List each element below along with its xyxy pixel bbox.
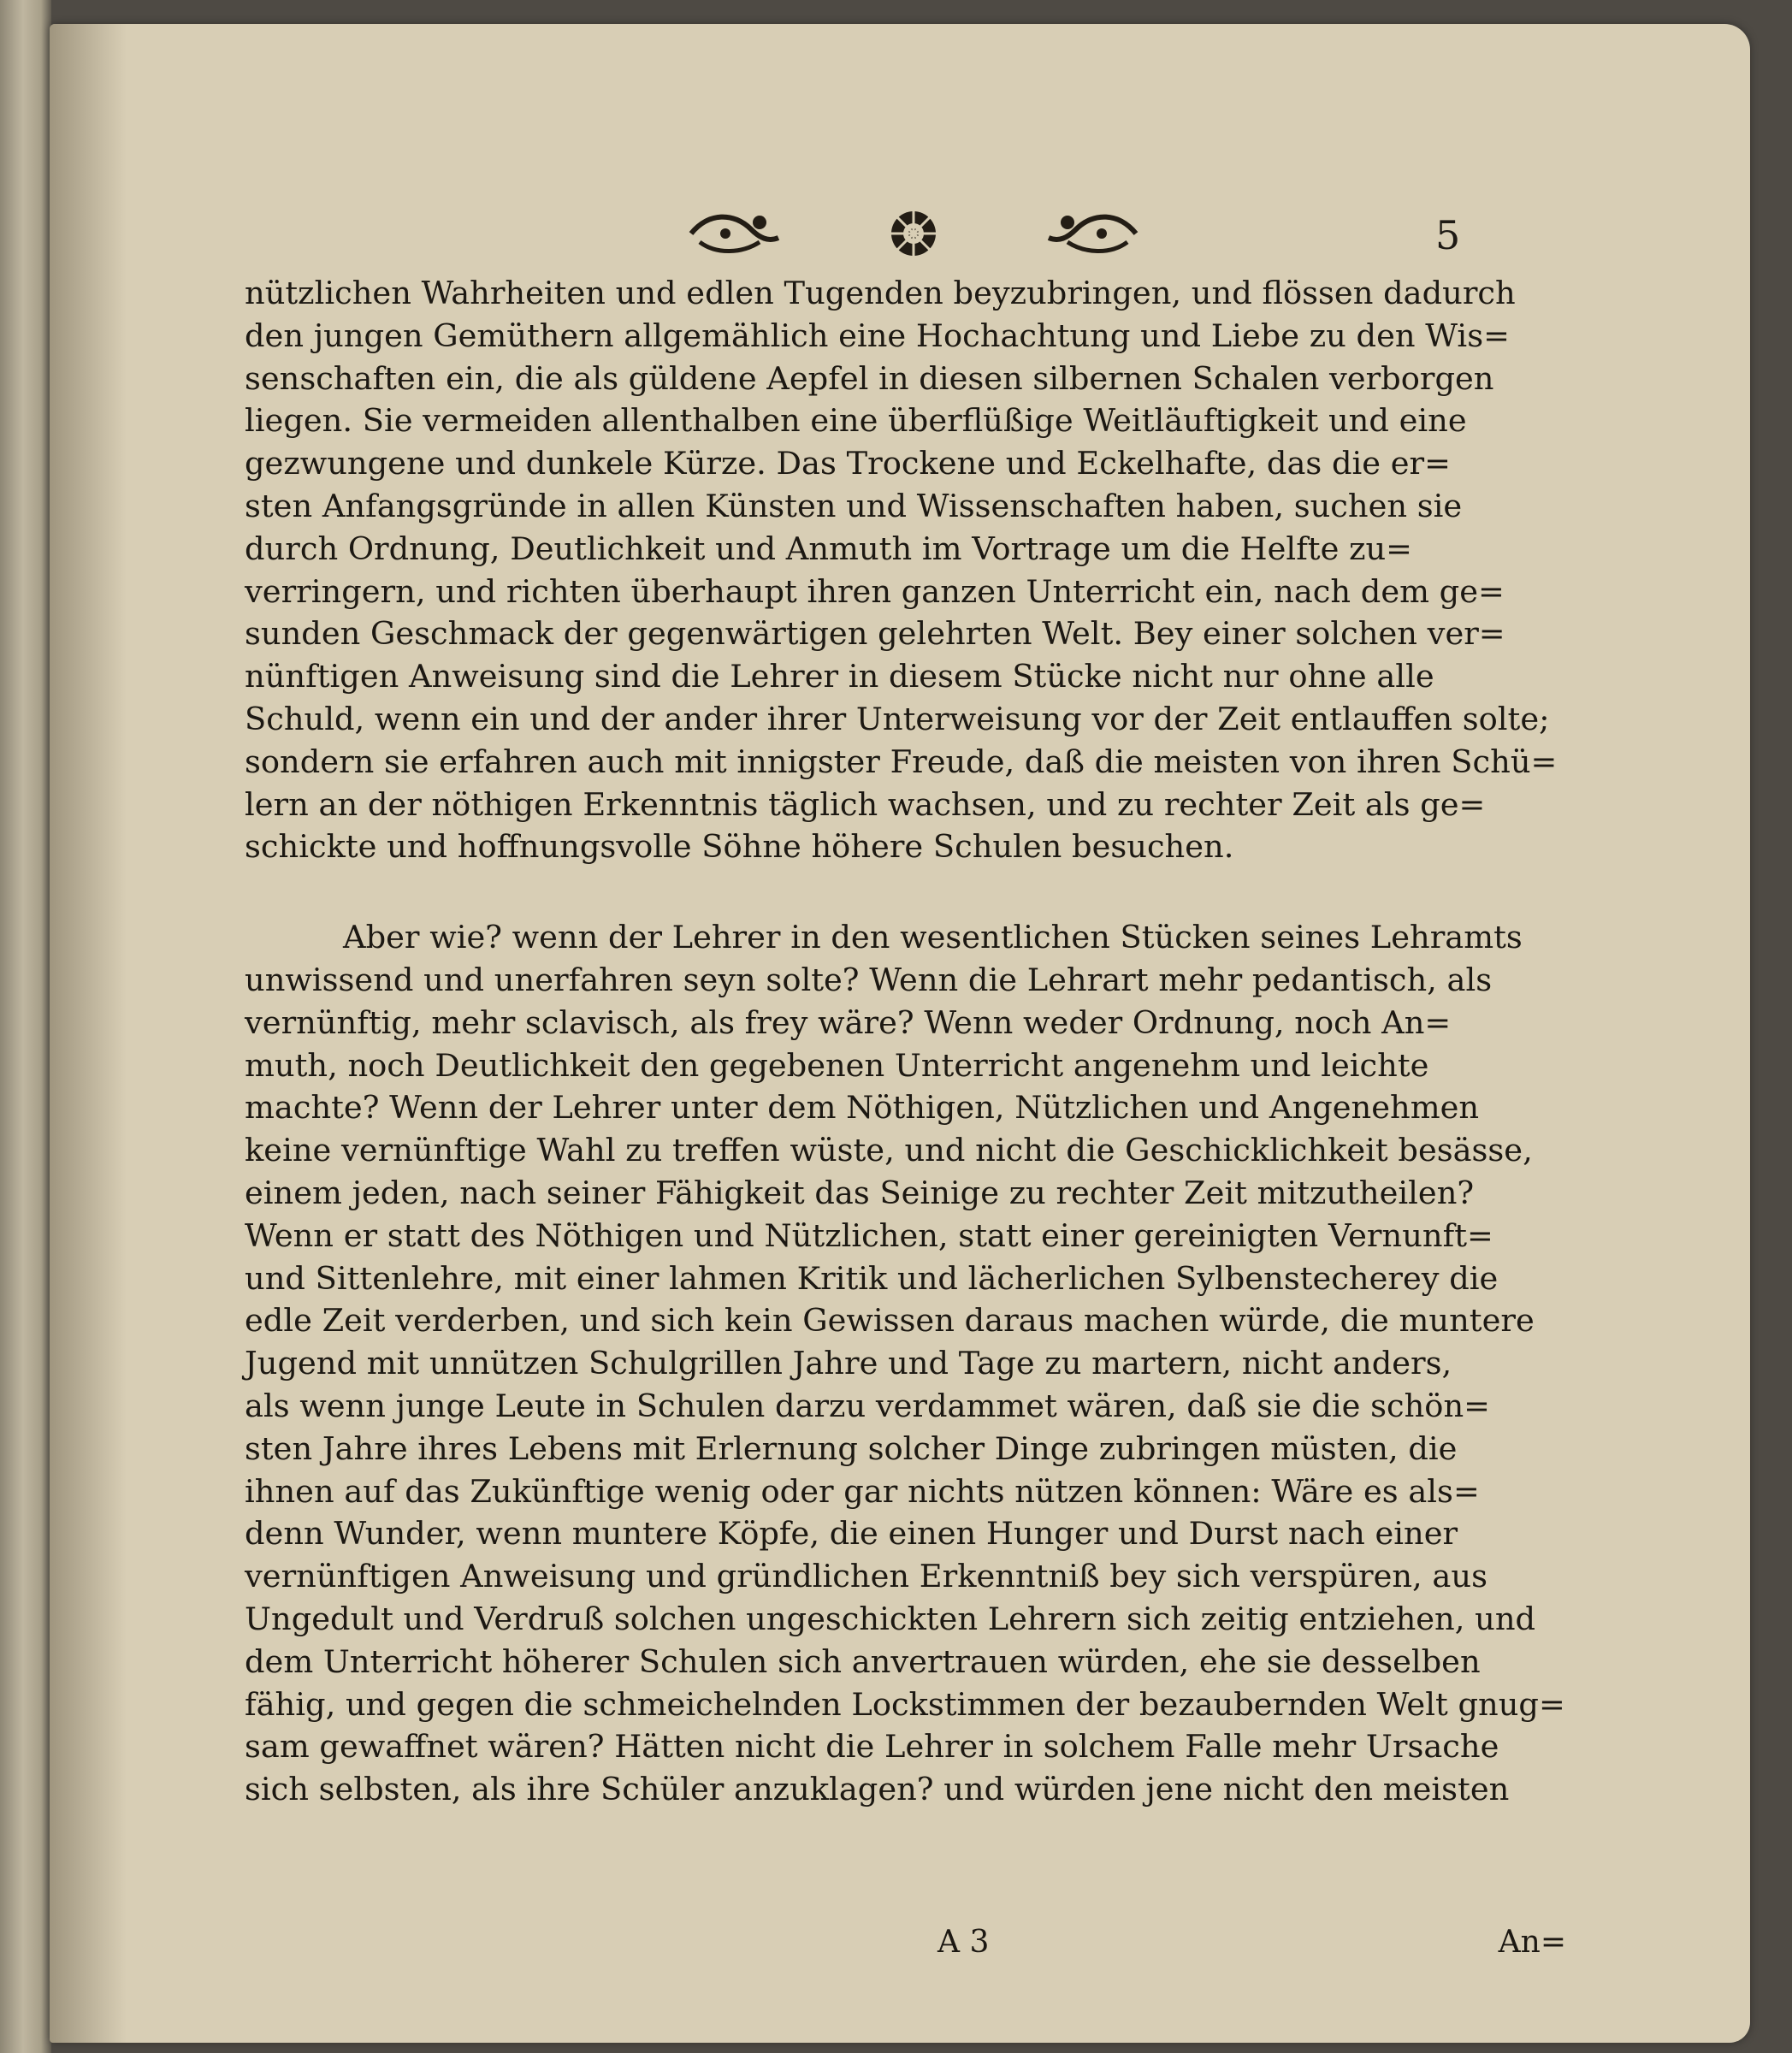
text-line: vernünftig, mehr sclavisch, als frey wäre? Wenn weder Ordnung, noch An= [245,1003,1452,1041]
text-line: und Sittenlehre, mit einer lahmen Kritik und lächerlichen Sylbenstecherey die [245,1259,1499,1297]
text-line: sten Anfangsgründe in allen Künsten und Wissenschaften haben, suchen sie [245,487,1463,524]
text-line: Wenn er statt des Nöthigen und Nützlichen, statt einer gereinigten Vernunft= [245,1216,1493,1254]
paragraph-1 [245,272,1566,868]
text-line: lern an der nöthigen Erkenntnis täglich wachsen, und zu rechter Zeit als ge= [245,785,1486,823]
text-line: sam gewaffnet wären? Hätten nicht die Lehrer in solchem Falle mehr Ursache [245,1728,1499,1766]
paragraph-2 [245,916,1566,1811]
page-header [50,204,1750,263]
text-line: sunden Geschmack der gegenwärtigen gelehrten Welt. Bey einer solchen ver= [245,615,1505,653]
fleuron-right-icon [1042,204,1144,263]
text-line: Ungedult und Verdruß solchen ungeschickten Lehrern sich zeitig entziehen, und [245,1600,1536,1637]
text-line: Jugend mit unnützen Schulgrillen Jahre und Tage zu martern, nicht anders, [245,1345,1452,1382]
text-line: verringern, und richten überhaupt ihren ganzen Unterricht ein, nach dem ge= [245,572,1505,610]
text-line: nünftigen Anweisung sind die Lehrer in diesem Stücke nicht nur ohne alle [245,658,1434,695]
text-line: unwissend und unerfahren seyn solte? Wenn die Lehrart mehr pedantisch, als [245,961,1493,998]
text-line: nützlichen Wahrheiten und edlen Tugenden beyzubringen, und flössen dadurch [245,275,1516,311]
signature-mark: A 3 [937,1925,990,1960]
catchword: An= [1498,1925,1566,1960]
text-line: Schuld, wenn ein und der ander ihrer Unterweisung vor der Zeit entlauffen solte; [245,700,1550,737]
text-line: sich selbsten, als ihre Schüler anzuklagen? und würden jene nicht den meisten [245,1771,1510,1808]
fleuron-left-icon [683,204,785,263]
body-text [245,272,1566,1811]
text-line: liegen. Sie vermeiden allenthalben eine überflüßige Weitläuftigkeit und eine [245,402,1467,440]
text-line: sondern sie erfahren auch mit innigster Freude, daß die meisten von ihren Schü= [245,743,1558,780]
text-line: schickte und hoffnungsvolle Söhne höhere Schulen besuchen. [245,828,1234,866]
text-line: Aber wie? wenn der Lehrer in den wesentlichen Stücken seines Lehramts [343,919,1523,956]
page-footer [245,1925,1566,1967]
text-line: muth, noch Deutlichkeit den gegebenen Unterricht angenehm und leichte [245,1046,1429,1084]
book-page [50,24,1750,2043]
text-line: senschaften ein, die als güldene Aepfel in diesen silbernen Schalen verborgen [245,359,1494,397]
text-line: einem jeden, nach seiner Fähigkeit das Seinige zu rechter Zeit mitzutheilen? [245,1174,1475,1211]
text-line: gezwungene und dunkele Kürze. Das Trockene und Eckelhafte, das die er= [245,445,1451,482]
left-page-edge [0,0,51,2053]
text-line: vernünftigen Anweisung und gründlichen Erkenntniß bey sich verspüren, aus [245,1558,1487,1595]
text-line: dem Unterricht höherer Schulen sich anvertrauen würden, ehe sie desselben [245,1642,1481,1680]
text-line: durch Ordnung, Deutlichkeit und Anmuth im Vortrage um die Helfte zu= [245,530,1412,567]
text-line: als wenn junge Leute in Schulen darzu verdammet wären, daß sie die schön= [245,1387,1490,1424]
text-line: sten Jahre ihres Lebens mit Erlernung solcher Dinge zubringen müsten, die [245,1429,1458,1467]
rosette-icon [884,204,943,263]
paragraph-gap [245,868,1566,916]
text-line: denn Wunder, wenn muntere Köpfe, die einen Hunger und Durst nach einer [245,1515,1458,1553]
page-number: 5 [1435,212,1461,258]
text-line: ihnen auf das Zukünftige wenig oder gar nichts nützen können: Wäre es als= [245,1472,1480,1510]
text-line: edle Zeit verderben, und sich kein Gewissen daraus machen würde, die muntere [245,1302,1535,1340]
gutter-shadow [50,24,127,2043]
text-line: keine vernünftige Wahl zu treffen wüste, und nicht die Geschicklichkeit besässe, [245,1132,1533,1169]
text-line: fähig, und gegen die schmeichelnden Lockstimmen der bezaubernden Welt gnug= [245,1685,1565,1723]
text-line: den jungen Gemüthern allgemählich eine Hochachtung und Liebe zu den Wis= [245,317,1510,354]
text-line: machte? Wenn der Lehrer unter dem Nöthigen, Nützlichen und Angenehmen [245,1089,1480,1127]
